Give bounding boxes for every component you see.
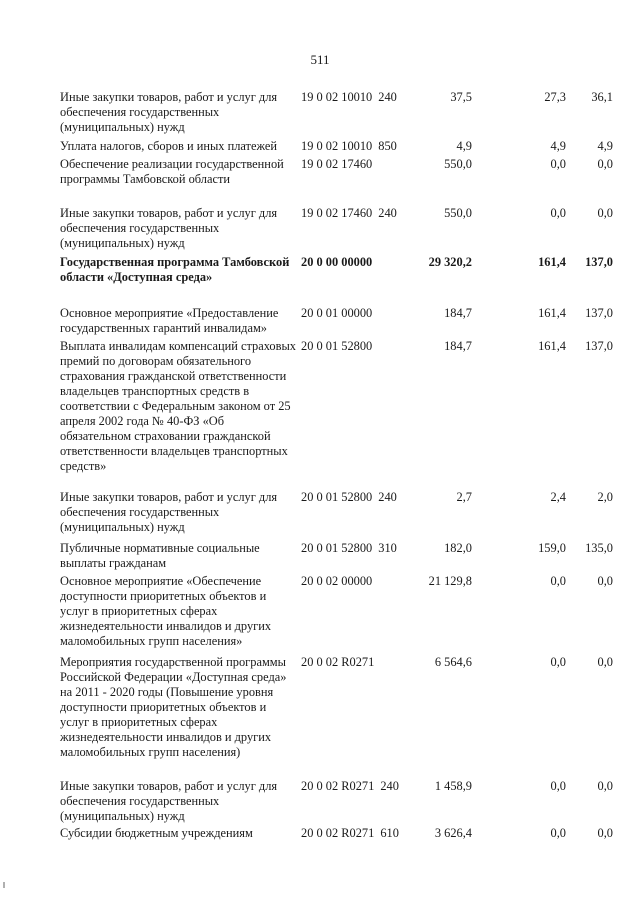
row-value-3: 2,0 — [597, 490, 613, 504]
row-value-1: 2,7 — [456, 490, 472, 504]
row-name: Иные закупки товаров, работ и услуг для обеспечения государственных (муниципальных) нужд — [60, 779, 278, 823]
row-value-1: 37,5 — [450, 90, 472, 104]
row-value-1: 3 626,4 — [434, 826, 472, 840]
row-value-3: 0,0 — [597, 826, 613, 840]
row-value-3: 36,1 — [591, 90, 613, 104]
row-value-2: 0,0 — [550, 655, 566, 669]
row-code — [301, 339, 378, 354]
row-value-3: 0,0 — [597, 574, 613, 588]
row-value-1: 182,0 — [444, 541, 472, 555]
row-name: Государственная программа Тамбовской области «Доступная среда» — [60, 255, 290, 284]
row-kcsr: 20 0 01 52800 — [301, 541, 373, 555]
row-value-2: 0,0 — [550, 826, 566, 840]
row-value-2: 2,4 — [550, 490, 566, 504]
row-value-2: 0,0 — [550, 574, 566, 588]
row-kcsr: 20 0 01 52800 — [301, 339, 373, 353]
row-value-1: 21 129,8 — [428, 574, 472, 588]
row-value-3: 137,0 — [585, 306, 613, 320]
row-kcsr: 19 0 02 17460 — [301, 157, 373, 171]
row-value-1: 550,0 — [444, 157, 472, 171]
row-value-2: 0,0 — [550, 157, 566, 171]
row-kcsr: 20 0 02 00000 — [301, 574, 373, 588]
row-kvr: 240 — [378, 90, 397, 104]
row-value-2: 0,0 — [550, 779, 566, 793]
row-code — [301, 157, 378, 172]
row-kvr: 240 — [380, 779, 399, 793]
row-value-2: 4,9 — [550, 139, 566, 153]
row-kvr: 240 — [378, 206, 397, 220]
row-value-1: 29 320,2 — [428, 255, 472, 269]
row-value-1: 6 564,6 — [434, 655, 472, 669]
row-value-2: 0,0 — [550, 206, 566, 220]
row-name: Иные закупки товаров, работ и услуг для обеспечения государственных (муниципальных) нужд — [60, 90, 278, 134]
row-name: Субсидии бюджетным учреждениям — [60, 826, 253, 840]
row-value-1: 4,9 — [456, 139, 472, 153]
row-value-3: 0,0 — [597, 157, 613, 171]
row-name: Уплата налогов, сборов и иных платежей — [60, 139, 278, 153]
row-name: Публичные нормативные социальные выплаты гражданам — [60, 541, 260, 570]
row-value-3: 0,0 — [597, 655, 613, 669]
row-kvr: 850 — [378, 139, 397, 153]
row-kvr: 240 — [378, 490, 397, 504]
row-name: Обеспечение реализации государственной программы Тамбовской области — [60, 157, 284, 186]
row-value-2: 27,3 — [544, 90, 566, 104]
row-value-1: 550,0 — [444, 206, 472, 220]
row-kcsr: 19 0 02 17460 — [301, 206, 373, 220]
row-code — [301, 255, 378, 270]
row-code — [301, 655, 380, 670]
row-value-3: 0,0 — [597, 779, 613, 793]
row-kvr: 310 — [378, 541, 397, 555]
row-kcsr: 20 0 00 00000 — [301, 255, 373, 269]
row-value-1: 184,7 — [444, 339, 472, 353]
row-code — [301, 574, 378, 589]
row-value-3: 135,0 — [585, 541, 613, 555]
row-name: Выплата инвалидам компенсаций страховых премий по договорам обязательного страхования гражданской ответственности владельцев транспортных средств в соответствии с Федеральным законом от 25 апреля 2002 года № 40-ФЗ «Об обязательном страховании гражданской ответственности владельцев транспортных средств» — [60, 339, 297, 473]
row-value-2: 159,0 — [538, 541, 566, 555]
row-kcsr: 19 0 02 10010 — [301, 90, 373, 104]
row-kcsr: 20 0 02 R0271 — [301, 779, 375, 793]
row-kvr: 610 — [380, 826, 399, 840]
row-value-3: 137,0 — [585, 255, 613, 269]
scan-artifact — [3, 882, 5, 888]
row-name: Основное мероприятие «Обеспечение доступности приоритетных объектов и услуг в приоритетных сферах жизнедеятельности инвалидов и других маломобильных групп населения» — [60, 574, 272, 648]
row-kcsr: 20 0 01 00000 — [301, 306, 373, 320]
row-code — [301, 306, 378, 321]
row-name: Иные закупки товаров, работ и услуг для обеспечения государственных (муниципальных) нужд — [60, 490, 278, 534]
row-value-2: 161,4 — [538, 255, 566, 269]
row-value-1: 1 458,9 — [434, 779, 472, 793]
row-value-1: 184,7 — [444, 306, 472, 320]
row-name: Иные закупки товаров, работ и услуг для обеспечения государственных (муниципальных) нужд — [60, 206, 278, 250]
row-value-3: 0,0 — [597, 206, 613, 220]
row-value-3: 137,0 — [585, 339, 613, 353]
row-value-3: 4,9 — [597, 139, 613, 153]
row-value-2: 161,4 — [538, 306, 566, 320]
row-kcsr: 20 0 02 R0271 — [301, 826, 375, 840]
row-kcsr: 19 0 02 10010 — [301, 139, 373, 153]
row-value-2: 161,4 — [538, 339, 566, 353]
row-name: Основное мероприятие «Предоставление государственных гарантий инвалидам» — [60, 306, 279, 335]
row-kcsr: 20 0 01 52800 — [301, 490, 373, 504]
row-kcsr: 20 0 02 R0271 — [301, 655, 375, 669]
row-name: Мероприятия государственной программы Российской Федерации «Доступная среда» на 2011 - 2020 годы (Повышение уровня доступности приоритетных объектов и услуг в приоритетных сферах жизнедеятельности инвалидов и других маломобильных групп населения) — [60, 655, 287, 759]
page-number: 511 — [310, 52, 330, 67]
